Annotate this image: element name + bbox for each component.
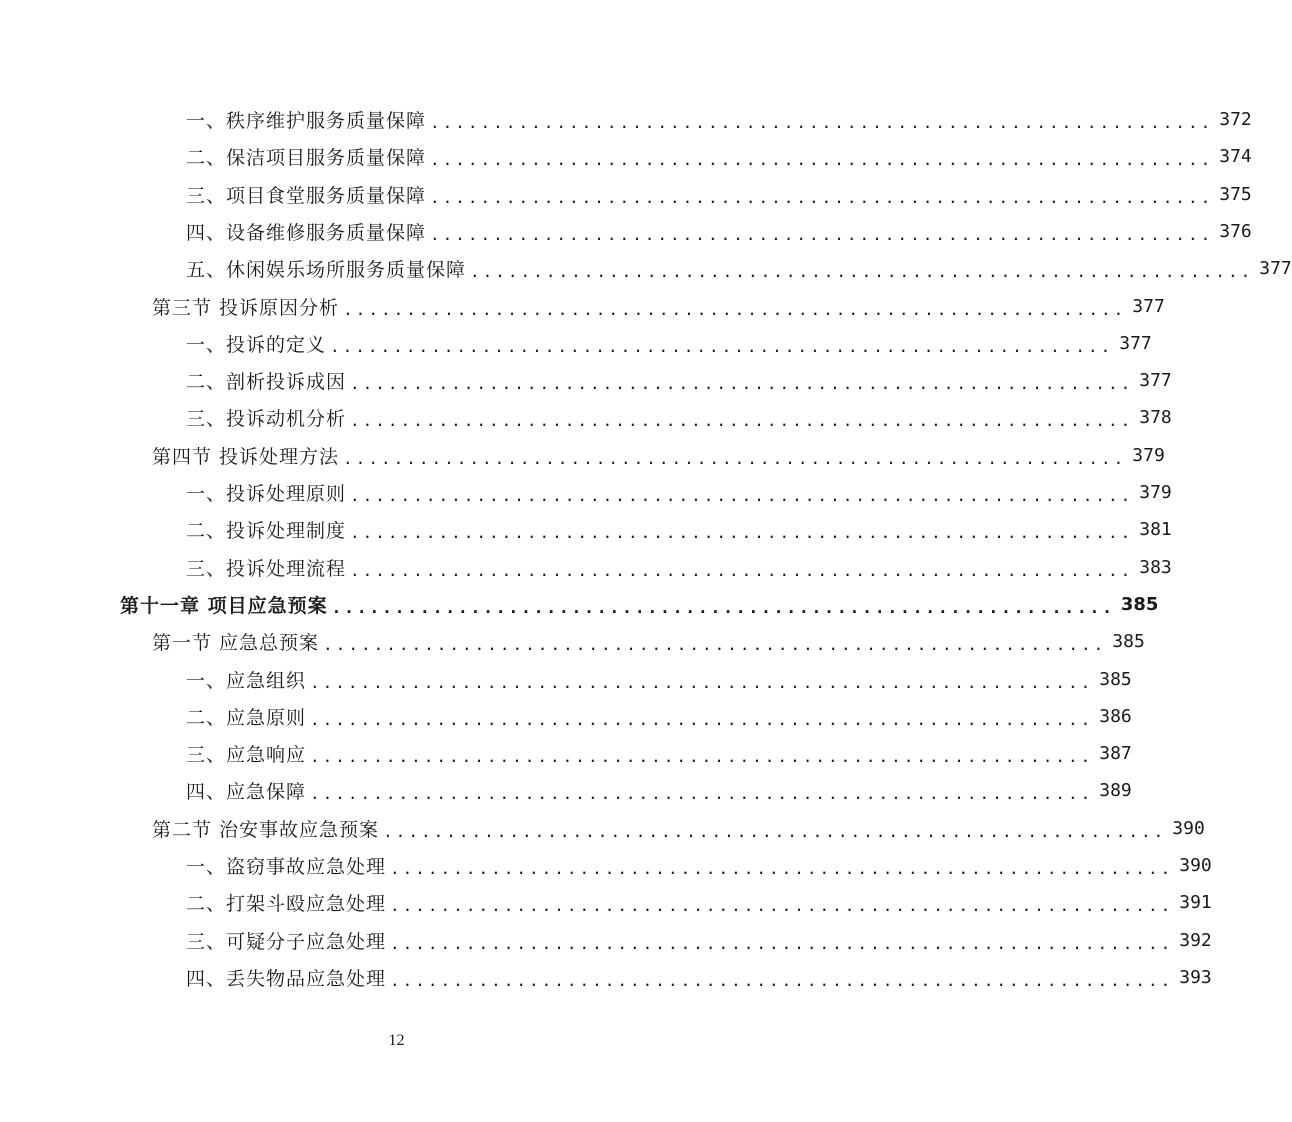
- toc-entry-page: 387: [1099, 743, 1132, 765]
- toc-entry-page: 383: [1139, 556, 1172, 578]
- dot-leader: ..............................................................: [383, 821, 1167, 841]
- page-number: 12: [388, 1032, 405, 1049]
- toc-entry-title: 四、丢失物品应急处理: [186, 967, 387, 990]
- toc-entry-page: 385: [1112, 631, 1145, 653]
- toc-entry-title: 第二节 治安事故应急预案: [152, 818, 380, 841]
- dot-leader: ..............................................................: [390, 970, 1174, 990]
- toc-entry-title: 三、应急响应: [186, 744, 307, 767]
- toc-entry[interactable]: [0, 474, 1172, 511]
- toc-entry[interactable]: [0, 772, 1132, 809]
- toc-entry-title: 二、打架斗殴应急处理: [186, 893, 387, 916]
- dot-leader: ..............................................................: [310, 747, 1094, 767]
- toc-entry[interactable]: [0, 661, 1132, 698]
- dot-leader: ..............................................................: [350, 411, 1134, 431]
- toc-entry-title: 第三节 投诉原因分析: [152, 296, 340, 319]
- toc-entry-page: 379: [1139, 482, 1172, 503]
- dot-leader: ..............................................................: [390, 859, 1174, 878]
- toc-entry-page: 372: [1219, 109, 1252, 130]
- dot-leader: ..............................................................: [350, 486, 1134, 505]
- toc-entry-page: 391: [1179, 892, 1212, 914]
- toc-entry[interactable]: [0, 623, 1145, 660]
- toc-entry-page: 377: [1139, 370, 1172, 392]
- toc-entry[interactable]: [0, 362, 1172, 399]
- dot-leader: ..............................................................: [430, 150, 1214, 170]
- toc-entry-title: 二、应急原则: [186, 706, 307, 729]
- toc-entry-page: 377: [1119, 332, 1152, 354]
- toc-entry[interactable]: [0, 735, 1132, 772]
- dot-leader: ..............................................................: [350, 523, 1134, 543]
- toc-entry-page: 379: [1132, 444, 1165, 466]
- toc-entry-title: 五、休闲娱乐场所服务质量保障: [186, 259, 467, 282]
- dot-leader: ..............................................................: [470, 262, 1254, 282]
- toc-entry-page: 390: [1179, 855, 1212, 876]
- toc-entry-page: 376: [1219, 220, 1252, 242]
- toc-entry[interactable]: [0, 213, 1252, 250]
- toc-entry[interactable]: [0, 138, 1252, 175]
- toc-entry-title: 一、投诉处理原则: [186, 483, 347, 505]
- toc-entry-page: 389: [1099, 780, 1132, 802]
- toc-chapter-entry[interactable]: [0, 586, 1159, 623]
- dot-leader: ..............................................................: [430, 224, 1214, 244]
- toc-entry-page: 390: [1172, 817, 1205, 839]
- toc-entry-title: 第一节 应急总预案: [152, 632, 320, 655]
- toc-entry[interactable]: [0, 698, 1132, 735]
- toc-entry-title: 一、投诉的定义: [186, 333, 327, 356]
- toc-entry-title: 三、项目食堂服务质量保障: [186, 184, 427, 207]
- toc-entry-title: 四、应急保障: [186, 781, 307, 804]
- toc-entry-page: 378: [1139, 407, 1172, 429]
- toc-entry[interactable]: [0, 884, 1212, 921]
- dot-leader: ..............................................................: [323, 635, 1107, 655]
- toc-entry-title: 一、盗窃事故应急处理: [186, 856, 387, 878]
- toc-entry[interactable]: [0, 288, 1165, 325]
- dot-leader: ..............................................................: [430, 113, 1214, 132]
- dot-leader: ..............................................................: [330, 336, 1114, 356]
- toc-entry-page: 392: [1179, 929, 1212, 951]
- dot-leader: ..............................................................: [350, 560, 1134, 580]
- toc-entry[interactable]: [0, 437, 1165, 474]
- toc-entry-page: 385: [1120, 593, 1159, 615]
- toc-entry-page: 386: [1099, 705, 1132, 727]
- toc-entry-page: 377: [1132, 295, 1165, 317]
- toc-entry-title: 二、保洁项目服务质量保障: [186, 147, 427, 170]
- toc-entry[interactable]: [0, 101, 1252, 138]
- toc-entry[interactable]: [0, 959, 1212, 996]
- toc-entry-page: 381: [1139, 519, 1172, 541]
- toc-entry[interactable]: [0, 325, 1152, 362]
- toc-entry[interactable]: [0, 250, 1292, 287]
- toc-entry-page: 377: [1259, 258, 1292, 280]
- toc-entry[interactable]: [0, 847, 1212, 884]
- dot-leader: ..............................................................: [390, 933, 1174, 953]
- toc-entry-title: 一、应急组织: [186, 669, 307, 692]
- toc-entry-title: 二、投诉处理制度: [186, 520, 347, 543]
- dot-leader: ..............................................................: [310, 709, 1094, 729]
- dot-leader: ..............................................................: [343, 299, 1127, 319]
- toc-entry[interactable]: [0, 399, 1172, 436]
- dot-leader: ..............................................................: [390, 896, 1174, 916]
- toc-entry[interactable]: [0, 549, 1172, 586]
- toc-entry-title: 二、剖析投诉成因: [186, 371, 347, 394]
- toc-entry-page: 385: [1099, 668, 1132, 690]
- dot-leader: ..............................................................: [331, 597, 1115, 617]
- dot-leader: ..............................................................: [430, 187, 1214, 207]
- dot-leader: ..............................................................: [343, 448, 1127, 468]
- toc-entry-page: 375: [1219, 183, 1252, 205]
- toc-entry-page: 374: [1219, 146, 1252, 168]
- toc-entry-title: 三、可疑分子应急处理: [186, 930, 387, 953]
- toc-entry-title: 三、投诉处理流程: [186, 557, 347, 580]
- dot-leader: ..............................................................: [350, 374, 1134, 394]
- toc-entry-title: 四、设备维修服务质量保障: [186, 221, 427, 244]
- toc-entry-title: 第四节 投诉处理方法: [152, 445, 340, 468]
- toc-entry-title: 三、投诉动机分析: [186, 408, 347, 431]
- toc-entry-title: 一、秩序维护服务质量保障: [186, 110, 427, 132]
- toc-entry[interactable]: [0, 176, 1252, 213]
- toc-entry[interactable]: [0, 810, 1205, 847]
- toc-entry[interactable]: [0, 922, 1212, 959]
- toc-entry-page: 393: [1179, 966, 1212, 988]
- toc-entry-title: 第十一章 项目应急预案: [120, 594, 328, 617]
- dot-leader: ..............................................................: [310, 784, 1094, 804]
- toc-entry[interactable]: [0, 511, 1172, 548]
- dot-leader: ..............................................................: [310, 672, 1094, 692]
